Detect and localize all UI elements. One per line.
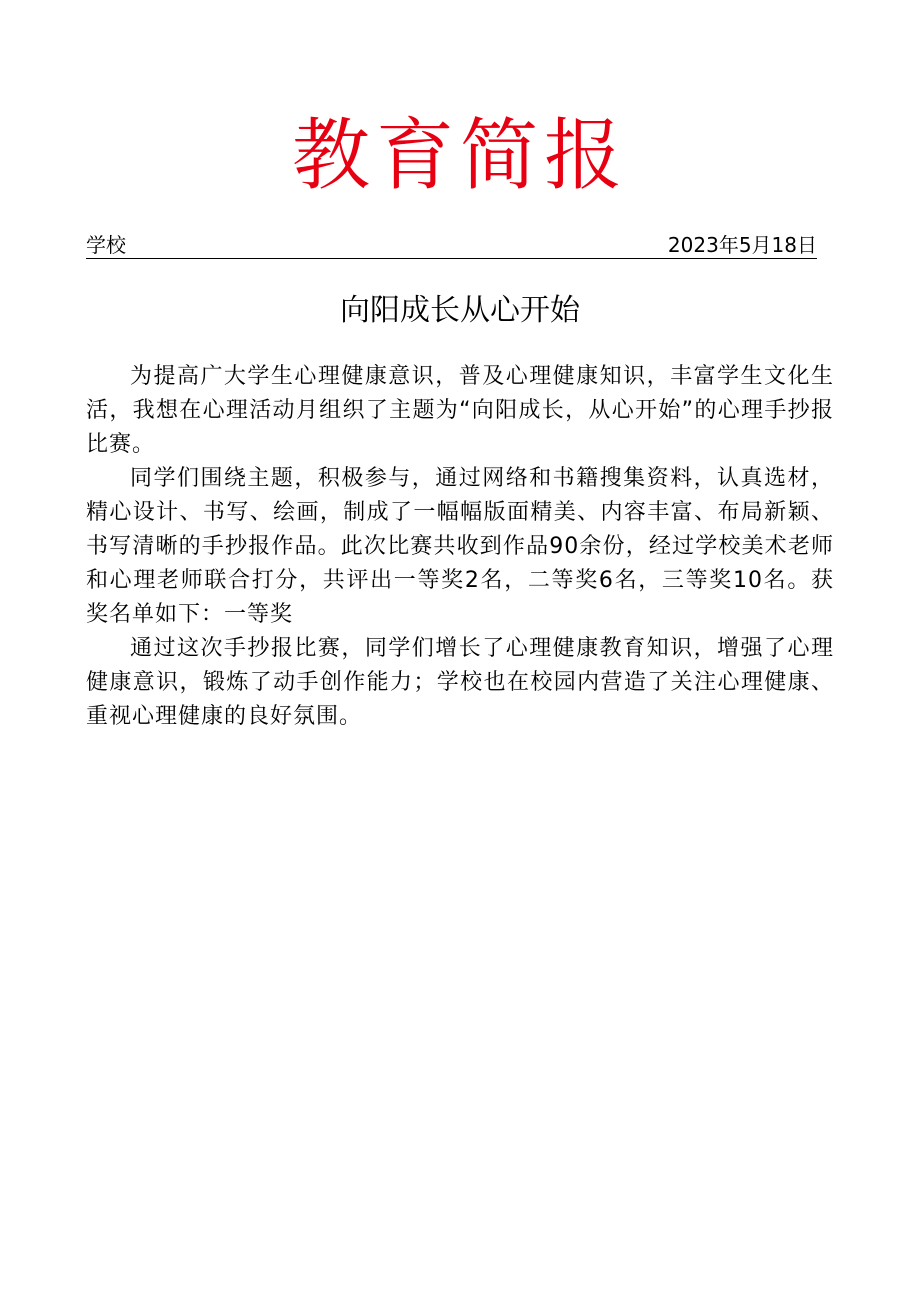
paragraph: 为提高广大学生心理健康意识，普及心理健康知识，丰富学生文化生活，我想在心理活动月组织了主题为“向阳成长，从心开始”的心理手抄报比赛。 — [86, 364, 834, 457]
school-label: 学校 — [86, 233, 126, 257]
article-body — [86, 360, 834, 734]
info-line — [86, 232, 817, 259]
article-headline: 向阳成长从心开始 — [340, 293, 580, 328]
paragraph: 通过这次手抄报比赛，同学们增长了心理健康教育知识，增强了心理健康意识，锻炼了动手创作能力；学校也在校园内营造了关注心理健康、重视心理健康的良好氛围。 — [86, 636, 834, 729]
paragraph: 同学们围绕主题，积极参与，通过网络和书籍搜集资料，认真选材，精心设计、书写、绘画，制成了一幅幅版面精美、内容丰富、布局新颖、书写清晰的手抄报作品。此次比赛共收到作品90余份，经过学校美术老师和心理老师联合打分，共评出一等奖2名，二等奖6名，三等奖10名。获奖名单如下：一等奖 — [86, 466, 834, 627]
report-date: 2023年5月18日 — [667, 233, 817, 257]
masthead-title: 教育简报 — [291, 111, 628, 201]
